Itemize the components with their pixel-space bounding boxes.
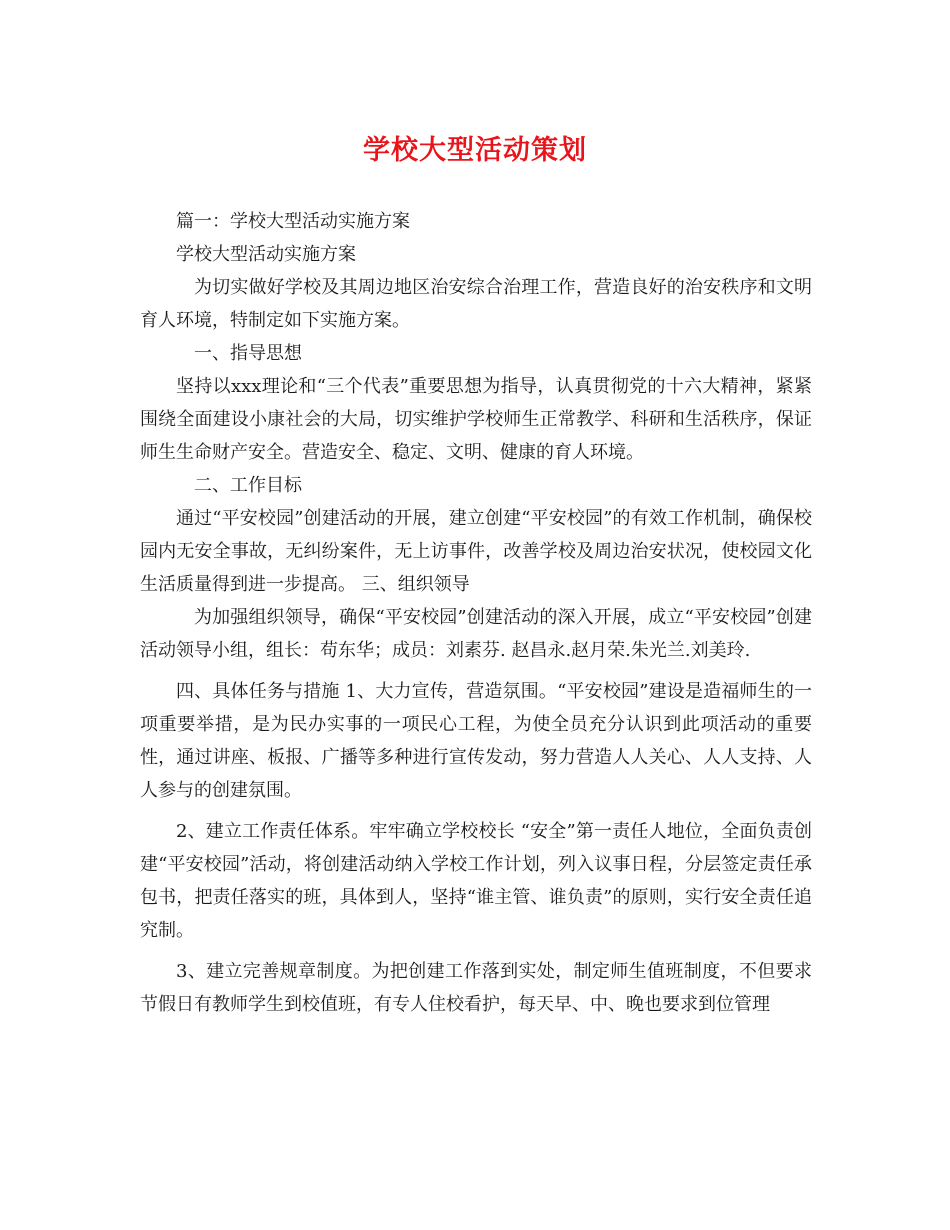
paragraph-tasks: 四、具体任务与措施 1、大力宣传，营造氛围。“平安校园”建设是造福师生的一项重要举措，是为民办实事的一项民心工程，为使全员充分认识到此项活动的重要性，通过讲座、板报、广播等多种进行宣传发动，努力营造人人关心、人人支持、人人参与的创建氛围。 — [140, 681, 812, 801]
heading-guiding-idea: 一、指导思想 — [194, 343, 302, 364]
paragraph-rules: 3、建立完善规章制度。为把创建工作落到实处，制定师生值班制度，不但要求节假日有教师学生到校值班，有专人住校看护，每天早、中、晚也要求到位管理 — [140, 961, 812, 1015]
section-heading: 篇一：学校大型活动实施方案 — [176, 211, 410, 232]
paragraph-responsibility: 2、建立工作责任体系。牢牢确立学校校长 “安全”第一责任人地位，全面负责创建“平安校园”活动，将创建活动纳入学校工作计划，列入议事日程，分层签定责任承包书，把责任落实的班，具体到人，坚持“谁主管、谁负责”的原则，实行安全责任追究制。 — [140, 821, 812, 941]
document-title: 学校大型活动策划 — [363, 135, 587, 166]
paragraph-work-goal: 通过“平安校园”创建活动的开展，建立创建“平安校园”的有效工作机制，确保校园内无安全事故，无纠纷案件，无上访事件，改善学校及周边治安状况，使校园文化生活质量得到进一步提高。 三、组织领导 — [140, 508, 812, 595]
intro-paragraph: 为切实做好学校及其周边地区治安综合治理工作，营造良好的治安秩序和文明育人环境，特制定如下实施方案。 — [140, 277, 812, 331]
heading-work-goal: 二、工作目标 — [194, 475, 302, 496]
document-body — [140, 205, 812, 1021]
paragraph-guiding-idea: 坚持以xxx理论和“三个代表”重要思想为指导，认真贯彻党的十六大精神，紧紧围绕全面建设小康社会的大局，切实维护学校师生正常教学、科研和生活秩序，保证师生生命财产安全。营造安全、稳定、文明、健康的育人环境。 — [140, 376, 812, 463]
subtitle: 学校大型活动实施方案 — [176, 244, 356, 265]
paragraph-organization: 为加强组织领导，确保“平安校园”创建活动的深入开展，成立“平安校园”创建活动领导小组，组长：苟东华；成员：刘素芬. 赵昌永.赵月荣.朱光兰.刘美玲. — [140, 607, 812, 661]
